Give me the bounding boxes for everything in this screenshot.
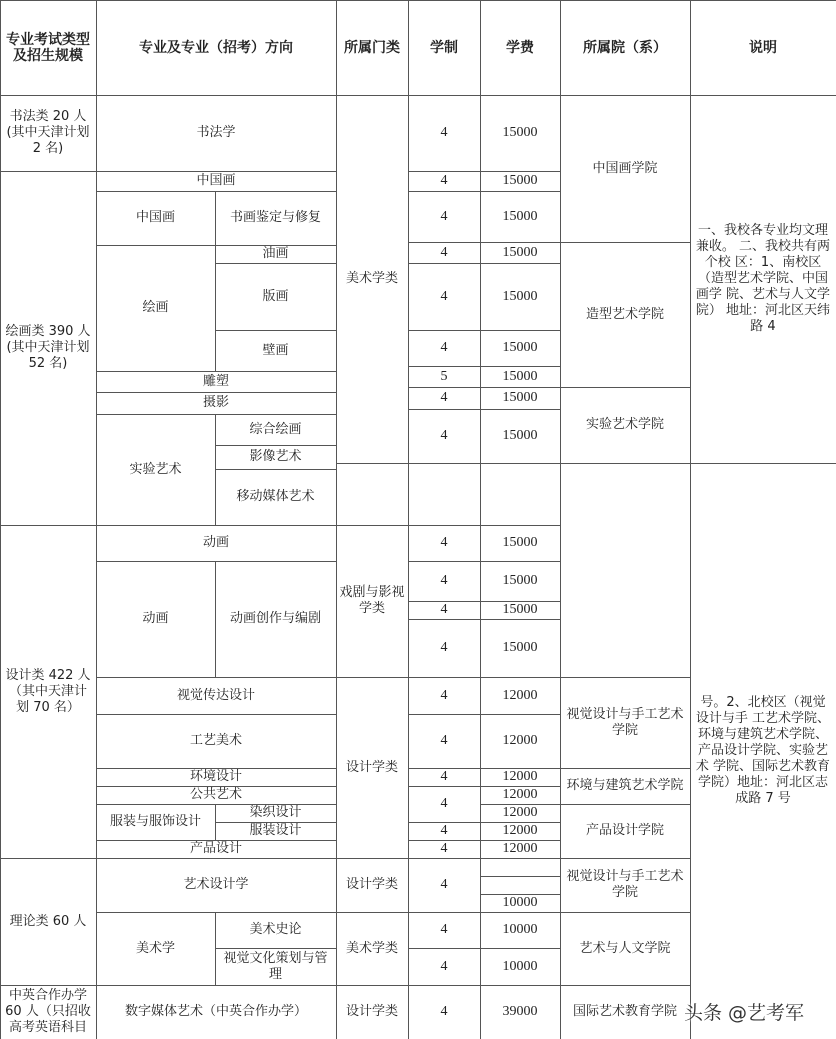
tuition-cell-text: 10000 bbox=[502, 895, 538, 910]
major-cell bbox=[215, 469, 337, 526]
major-cell-text: 视觉文化策划与管理 bbox=[223, 950, 328, 982]
duration-cell-text: 4 bbox=[440, 769, 448, 784]
school-cell-text: 产品设计学院 bbox=[585, 823, 664, 838]
tuition-cell bbox=[480, 714, 561, 769]
tuition-cell-text: 15000 bbox=[502, 288, 538, 304]
duration-cell bbox=[408, 601, 481, 620]
major-group-cell-text: 动画 bbox=[142, 611, 169, 626]
major-cell-text: 中国画 bbox=[196, 173, 236, 188]
tuition-cell-text: 10000 bbox=[502, 922, 538, 937]
school-cell bbox=[560, 387, 691, 464]
duration-cell bbox=[408, 409, 481, 464]
duration-cell-text: 5 bbox=[440, 368, 448, 384]
school-cell-text: 环境与建筑艺术学院 bbox=[566, 778, 684, 793]
duration-cell bbox=[408, 619, 481, 678]
school-cell bbox=[560, 242, 691, 388]
major-cell bbox=[96, 171, 337, 192]
major-cell-text: 影像艺术 bbox=[249, 449, 302, 464]
major-cell bbox=[96, 392, 337, 415]
major-cell-text: 动画创作与编剧 bbox=[229, 611, 321, 626]
major-cell bbox=[215, 804, 337, 823]
major-group-cell bbox=[96, 414, 216, 526]
tuition-cell bbox=[480, 387, 561, 410]
duration-cell bbox=[408, 858, 481, 913]
tuition-cell-text: 12000 bbox=[502, 687, 538, 703]
school-cell-text: 中国画学院 bbox=[592, 160, 658, 176]
major-group-cell-text: 绘画 bbox=[142, 300, 169, 315]
category-cell-text: 设计类 422 人（其中天津计划 70 名） bbox=[5, 667, 91, 715]
notes-cell bbox=[690, 463, 836, 1039]
duration-cell-text: 4 bbox=[440, 125, 448, 140]
tuition-cell-text: 15000 bbox=[502, 244, 538, 260]
major-cell-text: 动画 bbox=[202, 535, 229, 550]
tuition-cell bbox=[480, 330, 561, 367]
major-cell-text: 移动媒体艺术 bbox=[236, 489, 315, 504]
duration-cell-text: 4 bbox=[440, 428, 448, 443]
tuition-cell-text: 15000 bbox=[502, 535, 538, 550]
duration-cell-text: 4 bbox=[440, 796, 448, 811]
tuition-cell bbox=[480, 242, 561, 264]
header-major-text: 专业及专业（招考）方向 bbox=[139, 39, 293, 56]
major-cell bbox=[215, 561, 337, 678]
duration-cell bbox=[408, 263, 481, 331]
major-cell bbox=[215, 263, 337, 331]
major-cell bbox=[96, 858, 337, 913]
major-cell-text: 雕塑 bbox=[202, 373, 229, 389]
major-cell-text: 综合绘画 bbox=[249, 421, 302, 437]
duration-cell-text: 4 bbox=[440, 390, 448, 405]
major-group-cell-text: 实验艺术 bbox=[129, 461, 182, 477]
major-cell bbox=[96, 371, 337, 393]
major-group-cell bbox=[96, 245, 216, 372]
school-cell-text: 实验艺术学院 bbox=[585, 417, 664, 432]
notes-cell bbox=[690, 95, 836, 464]
discipline-cell bbox=[336, 95, 409, 464]
major-cell-text: 视觉传达设计 bbox=[176, 687, 255, 703]
duration-cell bbox=[408, 387, 481, 410]
tuition-cell bbox=[480, 822, 561, 841]
discipline-cell-text: 美术学类 bbox=[345, 271, 398, 286]
notes-cell-text: 一、我校各专业均文理兼收。 二、我校共有两个校 区：1、南校区（造型艺术学院、中国画学 院、艺术与人文学院） 地址：河北区天纬路 4 bbox=[695, 223, 831, 334]
category-cell-text: 中英合作办学 60 人（只招收高考英语科目 bbox=[5, 988, 91, 1035]
duration-cell bbox=[408, 786, 481, 823]
header-major bbox=[96, 0, 337, 96]
category-cell-text: 理论类 60 人 bbox=[9, 913, 87, 929]
tuition-cell-text: 12000 bbox=[502, 841, 538, 856]
major-cell bbox=[96, 95, 337, 172]
tuition-cell bbox=[480, 912, 561, 949]
category-cell bbox=[0, 985, 97, 1039]
tuition-cell-text: 12000 bbox=[502, 805, 538, 820]
tuition-cell bbox=[480, 619, 561, 678]
major-cell bbox=[96, 985, 337, 1039]
header-category-text: 专业考试类型及招生规模 bbox=[6, 31, 90, 64]
school-cell bbox=[560, 912, 691, 986]
tuition-cell-text: 12000 bbox=[502, 787, 538, 802]
notes-cell-text: 号。2、北校区（视觉设计与手 工艺术学院、环境与建筑艺术学院、产品设计学院、实验艺术 学院、国际艺术教育 学院）地址：河北区志成路 7 号 bbox=[695, 695, 831, 806]
duration-cell bbox=[408, 677, 481, 715]
major-cell-text: 书画鉴定与修复 bbox=[229, 210, 321, 225]
duration-cell bbox=[408, 525, 481, 562]
school-cell bbox=[560, 985, 691, 1039]
duration-cell bbox=[408, 95, 481, 172]
tuition-cell bbox=[480, 985, 561, 1039]
tuition-cell-text: 12000 bbox=[502, 823, 538, 838]
duration-cell-text: 4 bbox=[440, 687, 448, 703]
major-cell-text: 工艺美术 bbox=[189, 733, 242, 748]
major-cell-text: 艺术设计学 bbox=[183, 877, 249, 892]
tuition-cell bbox=[480, 948, 561, 986]
tuition-cell bbox=[480, 840, 561, 859]
discipline-cell bbox=[336, 525, 409, 678]
category-cell bbox=[0, 171, 97, 526]
school-cell bbox=[560, 95, 691, 243]
duration-cell-text: 4 bbox=[440, 208, 448, 224]
major-group-cell bbox=[96, 912, 216, 986]
tuition-cell-text: 15000 bbox=[502, 125, 538, 140]
empty-cell bbox=[480, 858, 561, 877]
duration-cell-text: 4 bbox=[440, 573, 448, 588]
school-cell bbox=[560, 768, 691, 805]
major-cell bbox=[215, 912, 337, 949]
school-cell bbox=[560, 858, 691, 913]
major-cell-text: 服装设计 bbox=[249, 823, 302, 838]
tuition-cell bbox=[480, 191, 561, 243]
major-cell bbox=[215, 445, 337, 470]
major-cell bbox=[96, 768, 337, 787]
major-group-cell-text: 美术学 bbox=[135, 940, 175, 956]
major-cell-text: 染织设计 bbox=[249, 805, 302, 820]
duration-cell-text: 4 bbox=[440, 1004, 448, 1019]
tuition-cell bbox=[480, 525, 561, 562]
tuition-cell bbox=[480, 677, 561, 715]
duration-cell-text: 4 bbox=[440, 841, 448, 856]
tuition-cell bbox=[480, 366, 561, 388]
category-cell bbox=[0, 95, 97, 172]
major-group-cell bbox=[96, 561, 216, 678]
header-discipline bbox=[336, 0, 409, 96]
duration-cell bbox=[408, 171, 481, 192]
duration-cell bbox=[408, 191, 481, 243]
watermark: 头条 @艺考军 bbox=[684, 1002, 805, 1024]
category-cell-text: 绘画类 390 人(其中天津计划 52 名) bbox=[5, 324, 91, 371]
category-cell-text: 书法类 20 人(其中天津计划 2 名) bbox=[6, 109, 90, 156]
major-group-cell-text: 服装与服饰设计 bbox=[109, 814, 201, 829]
header-category bbox=[0, 0, 97, 96]
header-duration-text: 学制 bbox=[430, 39, 458, 56]
tuition-cell-text: 15000 bbox=[502, 390, 538, 405]
header-notes-text: 说明 bbox=[749, 39, 777, 56]
tuition-cell bbox=[480, 768, 561, 787]
major-cell-text: 环境设计 bbox=[189, 769, 242, 784]
category-cell bbox=[0, 525, 97, 859]
tuition-cell-text: 12000 bbox=[502, 733, 538, 748]
school-cell bbox=[560, 677, 691, 769]
header-school-text: 所属院（系） bbox=[583, 39, 667, 56]
major-cell-text: 美术史论 bbox=[249, 922, 302, 937]
duration-cell-text: 4 bbox=[440, 958, 448, 974]
major-cell-text: 书法学 bbox=[196, 125, 236, 140]
tuition-cell bbox=[480, 409, 561, 464]
duration-cell-text: 4 bbox=[440, 877, 448, 892]
major-cell-text: 数字媒体艺术（中英合作办学） bbox=[124, 1004, 307, 1019]
school-cell bbox=[560, 804, 691, 859]
major-cell bbox=[215, 414, 337, 446]
major-cell bbox=[96, 714, 337, 769]
tuition-cell-text: 15000 bbox=[502, 428, 538, 443]
major-cell-text: 油画 bbox=[262, 246, 289, 261]
major-cell-text: 产品设计 bbox=[189, 841, 242, 856]
duration-cell-text: 4 bbox=[440, 244, 448, 260]
tuition-cell-text: 15000 bbox=[502, 173, 538, 188]
major-cell bbox=[215, 330, 337, 372]
tuition-cell-text: 10000 bbox=[502, 958, 538, 974]
duration-cell bbox=[408, 840, 481, 859]
duration-cell-text: 4 bbox=[440, 535, 448, 550]
tuition-cell-text: 39000 bbox=[502, 1004, 538, 1019]
duration-cell bbox=[408, 948, 481, 986]
major-group-cell bbox=[96, 804, 216, 841]
major-cell bbox=[215, 191, 337, 246]
tuition-cell bbox=[480, 561, 561, 602]
duration-cell bbox=[408, 912, 481, 949]
duration-cell-text: 4 bbox=[440, 602, 448, 617]
discipline-cell-text: 设计学类 bbox=[345, 877, 398, 892]
header-notes bbox=[690, 0, 836, 96]
major-cell-text: 版画 bbox=[262, 288, 289, 304]
duration-cell-text: 4 bbox=[440, 640, 448, 655]
header-duration bbox=[408, 0, 481, 96]
discipline-cell bbox=[336, 912, 409, 986]
duration-cell-text: 4 bbox=[440, 823, 448, 838]
discipline-cell bbox=[336, 858, 409, 913]
tuition-cell-text: 15000 bbox=[502, 640, 538, 655]
empty-cell bbox=[480, 463, 561, 526]
header-tuition-text: 学费 bbox=[506, 39, 534, 56]
tuition-cell-text: 15000 bbox=[502, 602, 538, 617]
duration-cell-text: 4 bbox=[440, 173, 448, 188]
discipline-cell bbox=[336, 985, 409, 1039]
major-cell-text: 壁画 bbox=[262, 342, 289, 358]
school-cell-text: 视觉设计与手工艺术学院 bbox=[566, 869, 684, 900]
major-cell bbox=[96, 677, 337, 715]
empty-cell bbox=[336, 463, 409, 526]
major-cell-text: 公共艺术 bbox=[189, 787, 242, 802]
tuition-cell bbox=[480, 804, 561, 823]
discipline-cell-text: 戏剧与影视学类 bbox=[339, 585, 405, 616]
major-cell bbox=[96, 786, 337, 805]
duration-cell-text: 4 bbox=[440, 733, 448, 748]
major-cell bbox=[96, 525, 337, 562]
tuition-cell bbox=[480, 601, 561, 620]
major-cell bbox=[96, 840, 337, 859]
empty-cell bbox=[560, 463, 691, 678]
duration-cell bbox=[408, 366, 481, 388]
category-cell bbox=[0, 858, 97, 986]
discipline-cell-text: 设计学类 bbox=[345, 1004, 398, 1019]
duration-cell bbox=[408, 561, 481, 602]
discipline-cell-text: 美术学类 bbox=[345, 940, 398, 956]
duration-cell-text: 4 bbox=[440, 288, 448, 304]
duration-cell-text: 4 bbox=[440, 340, 448, 355]
major-group-cell-text: 中国画 bbox=[135, 210, 175, 225]
duration-cell bbox=[408, 714, 481, 769]
duration-cell bbox=[408, 822, 481, 841]
major-cell-text: 摄影 bbox=[202, 395, 229, 410]
major-cell bbox=[215, 948, 337, 986]
header-school bbox=[560, 0, 691, 96]
tuition-cell-text: 15000 bbox=[502, 573, 538, 588]
major-cell bbox=[215, 822, 337, 841]
major-group-cell bbox=[96, 191, 216, 246]
discipline-cell-text: 设计学类 bbox=[345, 759, 398, 775]
tuition-cell bbox=[480, 171, 561, 192]
tuition-cell-text: 15000 bbox=[502, 208, 538, 224]
major-cell bbox=[215, 245, 337, 264]
duration-cell bbox=[408, 330, 481, 367]
tuition-cell bbox=[480, 786, 561, 805]
empty-cell bbox=[480, 876, 561, 895]
header-discipline-text: 所属门类 bbox=[344, 39, 400, 56]
school-cell-text: 视觉设计与手工艺术学院 bbox=[566, 706, 684, 738]
discipline-cell bbox=[336, 677, 409, 859]
tuition-cell-text: 15000 bbox=[502, 340, 538, 355]
tuition-cell-text: 15000 bbox=[502, 368, 538, 384]
tuition-cell bbox=[480, 894, 561, 913]
duration-cell bbox=[408, 985, 481, 1039]
tuition-cell-text: 12000 bbox=[502, 769, 538, 784]
school-cell-text: 国际艺术教育学院 bbox=[572, 1004, 677, 1019]
duration-cell-text: 4 bbox=[440, 922, 448, 937]
duration-cell bbox=[408, 242, 481, 264]
duration-cell bbox=[408, 768, 481, 787]
header-tuition bbox=[480, 0, 561, 96]
school-cell-text: 艺术与人文学院 bbox=[579, 940, 671, 956]
tuition-cell bbox=[480, 95, 561, 172]
empty-cell bbox=[408, 463, 481, 526]
tuition-cell bbox=[480, 263, 561, 331]
school-cell-text: 造型艺术学院 bbox=[585, 306, 664, 322]
